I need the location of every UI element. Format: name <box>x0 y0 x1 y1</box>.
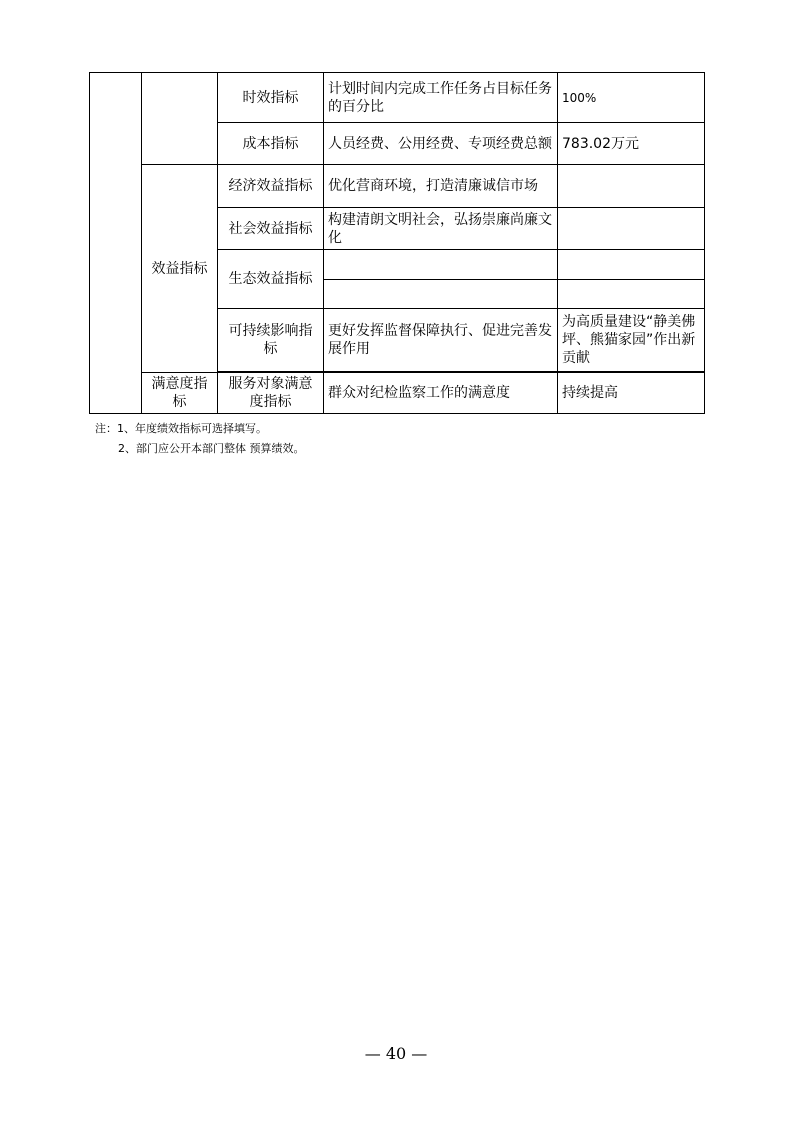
indicator-content-cell: 更好发挥监督保障执行、促进完善发展作用 <box>324 309 558 372</box>
indicator-name-cell: 社会效益指标 <box>218 208 324 250</box>
performance-indicator-table <box>89 72 705 414</box>
indicator-name-cell: 成本指标 <box>218 123 324 165</box>
indicator-content-cell: 优化营商环境，打造清廉诚信市场 <box>324 165 558 208</box>
indicator-value-cell: 783.02万元 <box>558 123 705 165</box>
indicator-value-cell: 持续提高 <box>558 373 705 414</box>
indicator-value-cell <box>558 208 705 250</box>
note-line-2: 2、部门应公开本部门整体 预算绩效。 <box>118 442 305 455</box>
indicator-name-cell: 生态效益指标 <box>218 250 324 309</box>
indicator-content-cell <box>324 250 558 280</box>
table-notes <box>95 419 305 459</box>
second-level-indicator-cell <box>142 73 218 165</box>
table-row <box>90 165 705 208</box>
indicator-value-cell <box>558 250 705 280</box>
indicator-content-cell: 计划时间内完成工作任务占目标任务的百分比 <box>324 73 558 123</box>
page-number: — 40 — <box>364 1044 428 1063</box>
indicator-name-cell: 可持续影响指标 <box>218 309 324 372</box>
first-level-indicator-cell <box>90 73 142 414</box>
indicator-name-cell: 时效指标 <box>218 73 324 123</box>
indicator-name-cell: 服务对象满意度指标 <box>218 373 324 414</box>
table-row <box>90 373 705 414</box>
indicator-value-cell: 为高质量建设“静美佛坪、熊猫家园”作出新贡献 <box>558 309 705 372</box>
indicator-name-cell: 经济效益指标 <box>218 165 324 208</box>
indicator-content-cell <box>324 280 558 309</box>
indicator-content-cell: 群众对纪检监察工作的满意度 <box>324 373 558 414</box>
note-line-1: 注：1、年度绩效指标可选择填写。 <box>95 422 267 435</box>
indicator-content-cell: 构建清朗文明社会，弘扬崇廉尚廉文化 <box>324 208 558 250</box>
indicator-value-cell <box>558 280 705 309</box>
satisfaction-indicator-group-cell: 满意度指标 <box>142 373 218 414</box>
benefit-indicator-group-cell: 效益指标 <box>142 165 218 373</box>
table-row <box>90 73 705 123</box>
indicator-value-cell: 100% <box>558 73 705 123</box>
indicator-value-cell <box>558 165 705 208</box>
indicator-content-cell: 人员经费、公用经费、专项经费总额 <box>324 123 558 165</box>
